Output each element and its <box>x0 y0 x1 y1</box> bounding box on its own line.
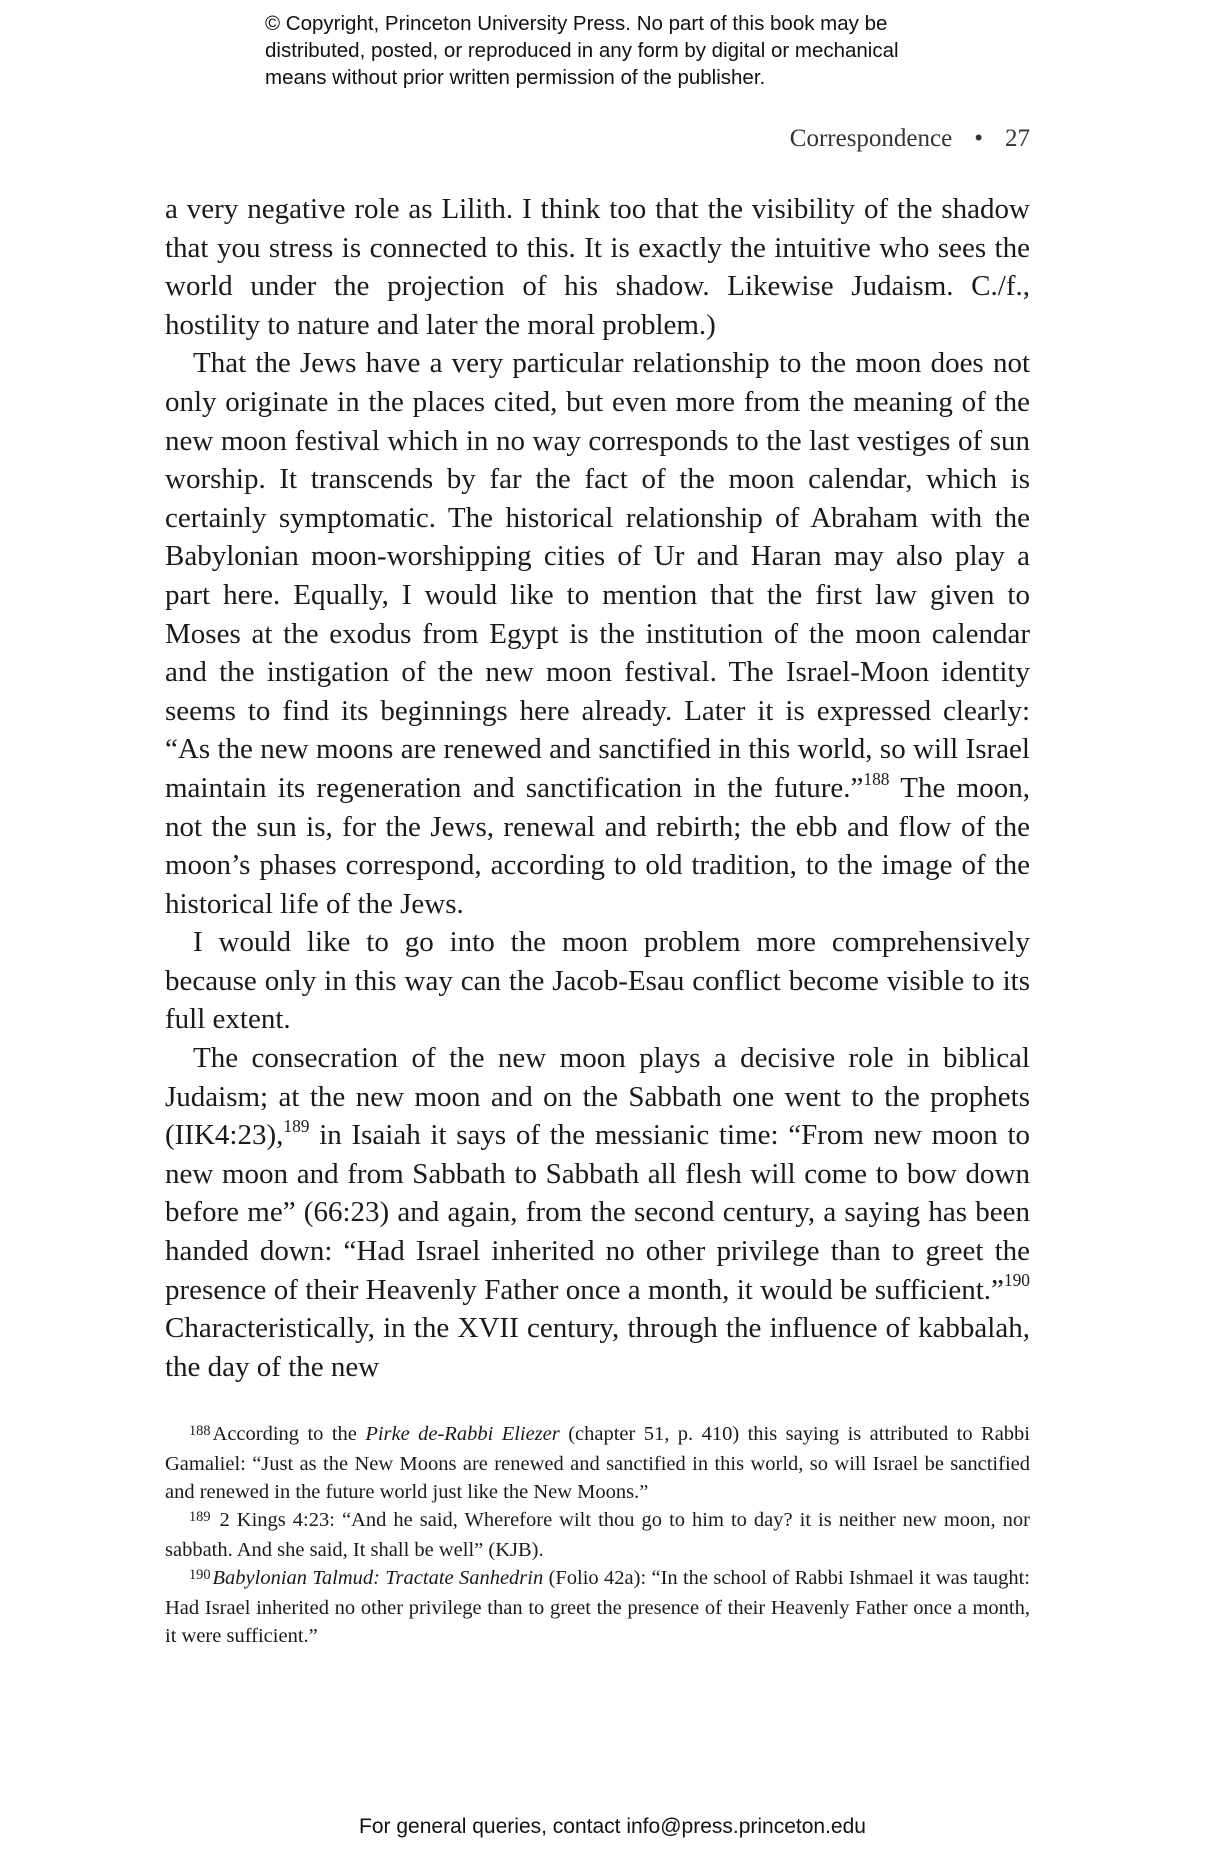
copyright-line: distributed, posted, or reproduced in any form by digital or mechanical <box>265 39 899 62</box>
footnote-189 <box>165 1506 1030 1564</box>
copyright-line: means without prior written permission of the publisher. <box>265 66 766 89</box>
footnote-text: 2 Kings 4:23: “And he said, Wherefore wilt thou go to him to day? it is neither new moon, nor sabbath. And she said, It shall be well” (KJB). <box>165 1509 1030 1561</box>
footer-contact: For general queries, contact info@press.princeton.edu <box>359 1815 866 1838</box>
footnote-ref-190: 190 <box>1003 1270 1030 1291</box>
paragraph-2 <box>165 344 1030 923</box>
footnote-text: According to the <box>212 1423 366 1445</box>
copyright-line: © Copyright, Princeton University Press. No part of this book may be <box>265 12 888 35</box>
paragraph-text: in Isaiah it says of the messianic time: “From new moon to new moon and from Sabbath to Sabbath all flesh will come to bow down before me” (66:23) and again, from the second century, a saying has been handed down: “Had Israel inherited no other privilege than to greet the presence of their Heavenly Father once a month, it would be sufficient.” <box>165 1119 1030 1306</box>
footnote-188 <box>165 1420 1030 1506</box>
running-head <box>790 125 1030 153</box>
main-text <box>165 190 1030 1386</box>
page-number: 27 <box>1005 125 1030 152</box>
paragraph-text: I would like to go into the moon problem more comprehensively because only in this way can the Jacob-Esau conflict become visible to its full extent. <box>165 926 1030 1036</box>
footnote-number: 190 <box>189 1566 211 1583</box>
footnote-number: 189 <box>189 1508 211 1525</box>
paragraph-text: Characteristically, in the XVII century, through the influence of kabbalah, the day of the new <box>165 1312 1030 1383</box>
footnote-text: (chapter 51, p. 410) this saying is attributed to Rabbi Gamaliel: “Just as the New Moons are renewed and sanctified in this world, so will Israel be sanctified and renewed in the future world just like the New Moons.” <box>165 1423 1031 1503</box>
running-title: Correspondence <box>789 125 953 152</box>
paragraph-1 <box>165 190 1030 344</box>
footnote-190 <box>165 1564 1030 1650</box>
footnote-number: 188 <box>189 1422 211 1439</box>
footnote-title: Babylonian Talmud: Tractate Sanhedrin <box>212 1567 544 1589</box>
footnote-ref-189: 189 <box>283 1115 310 1136</box>
footnote-ref-188: 188 <box>863 768 890 789</box>
paragraph-4 <box>165 1039 1030 1386</box>
paragraph-3 <box>165 923 1030 1039</box>
bullet-separator: • <box>974 125 983 152</box>
footnote-title: Pirke de-Rabbi Eliezer <box>365 1423 560 1445</box>
footnotes <box>165 1420 1030 1650</box>
footnote-text: (Folio 42a): “In the school of Rabbi Ishmael it was taught: Had Israel inherited no other privilege than to greet the presence of their Heavenly Father once a month, it were sufficient.” <box>165 1567 1030 1647</box>
copyright-notice <box>265 10 1025 91</box>
paragraph-text: The moon, not the sun is, for the Jews, renewal and rebirth; the ebb and flow of the moon’s phases correspond, according to old tradition, to the image of the historical life of the Jews. <box>165 771 1030 920</box>
paragraph-text: That the Jews have a very particular relationship to the moon does not only originate in the places cited, but even more from the meaning of the new moon festival which in no way corresponds to the last vestiges of sun worship. It transcends by far the fact of the moon calendar, which is certainly symptomatic. The historical relationship of Abraham with the Babylonian moon-worshipping cities of Ur and Haran may also play a part here. Equally, I would like to mention that the first law given to Moses at the exodus from Egypt is the institution of the moon calendar and the instigation of the new moon festival. The Israel-Moon identity seems to find its beginnings here already. Later it is expressed clearly: “As the new moons are renewed and sanctified in this world, so will Israel maintain its regeneration and sanctification in the future.” <box>165 347 1030 804</box>
paragraph-text: The consecration of the new moon plays a decisive role in biblical Judaism; at the new moon and on the Sabbath one went to the prophets (IIK4:23), <box>165 1042 1030 1152</box>
paragraph-text: a very negative role as Lilith. I think too that the visibility of the shadow that you stress is connected to this. It is exactly the intuitive who sees the world under the projection of his shadow. Likewise Judaism. C./f., hostility to nature and later the moral problem.) <box>165 193 1030 341</box>
